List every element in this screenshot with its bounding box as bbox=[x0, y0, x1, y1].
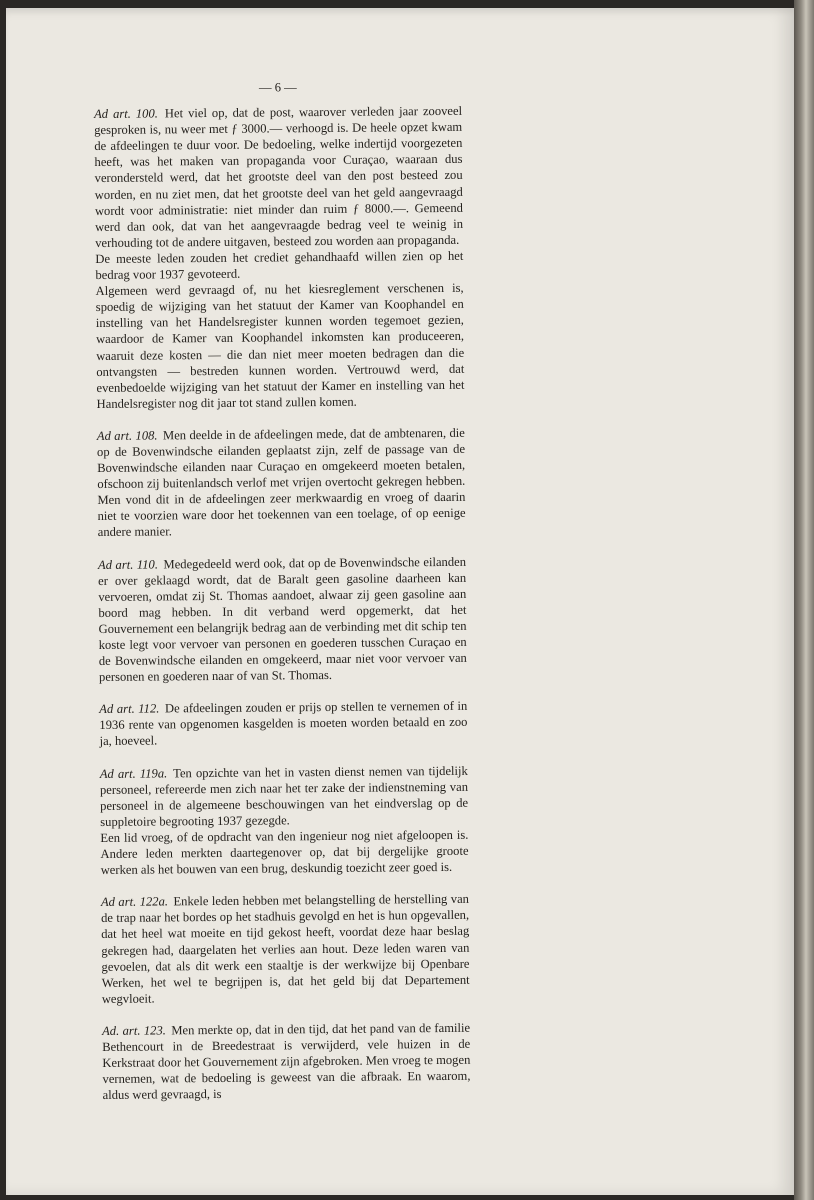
section-heading: Ad art. 110. bbox=[97, 556, 159, 572]
section-art-108 bbox=[97, 425, 466, 541]
paragraph bbox=[98, 553, 467, 685]
section-heading: Ad art. 119a. bbox=[99, 765, 168, 781]
page-number: — 6 — bbox=[258, 80, 297, 95]
paragraph bbox=[94, 103, 463, 251]
binding-edge bbox=[794, 0, 814, 1200]
paragraph: De meeste leden zouden het crediet gehandhaafd willen zien op het bedrag voor 1937 gevoteerd. bbox=[95, 248, 464, 283]
paragraph-text: De afdeelingen zouden er prijs op stellen te vernemen of in 1936 rente van opgenomen kasgelden is moeten worden betaald en zoo ja, hoeveel. bbox=[99, 699, 468, 749]
paragraph bbox=[102, 1020, 471, 1104]
section-art-122a bbox=[101, 891, 470, 1007]
section-art-112 bbox=[99, 698, 467, 749]
paragraph bbox=[100, 762, 469, 830]
section-heading: Ad art. 100. bbox=[94, 106, 158, 122]
section-art-119a bbox=[100, 762, 469, 878]
section-art-123 bbox=[102, 1020, 471, 1104]
paragraph-text: Men deelde in de afdeelingen mede, dat de ambtenaren, die op de Bovenwindsche eilanden geplaatst zijn, zelf de passage van de Bovenwindsche eilanden naar Curaçao en omgekeerd moeten betalen, ofschoon zij buitenlandsch verlof met vrijen overtocht gekregen hebben. Men vond dit in de afdeelingen zeer merkwaardig en vroeg of daarin niet te voorzien ware door het toekennen van een toelage, of op eenige andere manier. bbox=[96, 425, 466, 540]
section-heading: Ad. art. 123. bbox=[102, 1023, 166, 1038]
paragraph: Algemeen werd gevraagd of, nu het kiesreglement verschenen is, spoedig de wijziging van het statuut der Kamer van Koophandel en instelling van het Handelsregister kunnen worden tegemoet gezien, waardoor de Kamer van Koophandel inkomsten kan produceeren, waaruit deze kosten — die dan niet meer moeten bedragen dan die ontvangsten — bestreden kunnen worden. Vertrouwd werd, dat evenbedoelde wijziging van het statuut der Kamer en instelling van het Handelsregister nog dit jaar tot stand zullen komen. bbox=[95, 280, 465, 411]
paragraph-text: Enkele leden hebben met belangstelling de herstelling van de trap naar het bordes op het stadhuis gevolgd en het is hun opgevallen, dat het heel wat moeite en tijd gekost heeft, voordat deze haar beslag gekregen had, daargelaten het verlies aan hout. Deze leden waren van gevoelen, dat als dit werk een staaltje is der werkwijze bij Openbare Werken, het wel te begrijpen is, dat het geld bij dat Departement wegvloeit. bbox=[101, 891, 470, 1006]
paragraph bbox=[99, 698, 467, 749]
section-art-100 bbox=[94, 103, 465, 412]
text-column bbox=[94, 80, 471, 1104]
section-heading: Ad art. 112. bbox=[99, 701, 160, 717]
scanned-page bbox=[6, 8, 794, 1195]
section-heading: Ad art. 122a. bbox=[100, 894, 169, 910]
paragraph-text: Medegedeeld werd ook, dat op de Bovenwindsche eilanden er over geklaagd wordt, dat de Baralt geen gasoline daarheen kan vervoeren, omdat zij St. Thomas aandoet, alwaar zij geen gasoline aan boord mag hebben. In dit verband werd opgemerkt, dat het Gouvernement een belangrijk bedrag aan de verbinding met dit schip ten koste legt voor vervoer van personen en goederen tusschen Curaçao en de Bovenwindsche eilanden en omgekeerd, maar niet voor vervoer van personen en goederen naar of van St. Thomas. bbox=[98, 554, 467, 685]
section-art-110 bbox=[98, 553, 467, 685]
paragraph: Een lid vroeg, of de opdracht van den ingenieur nog niet afgeloopen is. Andere leden merkten daartegenover op, dat bij dergelijke groote werken als het bouwen van een brug, deskundig toezicht zeer goed is. bbox=[100, 827, 469, 878]
paragraph bbox=[101, 891, 470, 1007]
paragraph bbox=[97, 425, 466, 541]
section-heading: Ad art. 108. bbox=[96, 428, 158, 443]
paragraph-text: Men merkte op, dat in den tijd, dat het pand van de familie Bethencourt in de Breedestraat is verwijderd, vele huizen in de Kerkstraat door het Gouvernement zijn afgebroken. Men vroeg te mogen vernemen, wat de bedoeling is geweest van die afbraak. En waarom, aldus werd gevraagd, is bbox=[102, 1020, 471, 1103]
paragraph-text: Ten opzichte van het in vasten dienst nemen van tijdelijk personeel, refereerde men zich naar het ter zake der indienstneming van personeel in de algemeene beschouwingen van het eindverslag op de suppletoire begrooting 1937 gezegde. bbox=[99, 763, 469, 829]
paragraph-text: Het viel op, dat de post, waarover verleden jaar zooveel gesproken is, nu weer met ƒ 3000.— verhoogd is. De heele opzet kwam de afdeelingen te duur voor. De bedoeling, welke indertijd voorgezeten heeft, was het maken van propaganda voor Curaçao, waaraan dus verondersteld werd, dat het grootste deel van den post besteed zou worden, en nu ziet men, dat het grootste deel van het geld aangevraagd wordt voor administratie: niet minder dan ruim ƒ 8000.—. Gemeend werd dan ook, dat van het aangevraagde bedrag veel te weinig in verhouding tot de andere uitgaven, besteed zou worden aan propaganda. bbox=[94, 103, 464, 250]
